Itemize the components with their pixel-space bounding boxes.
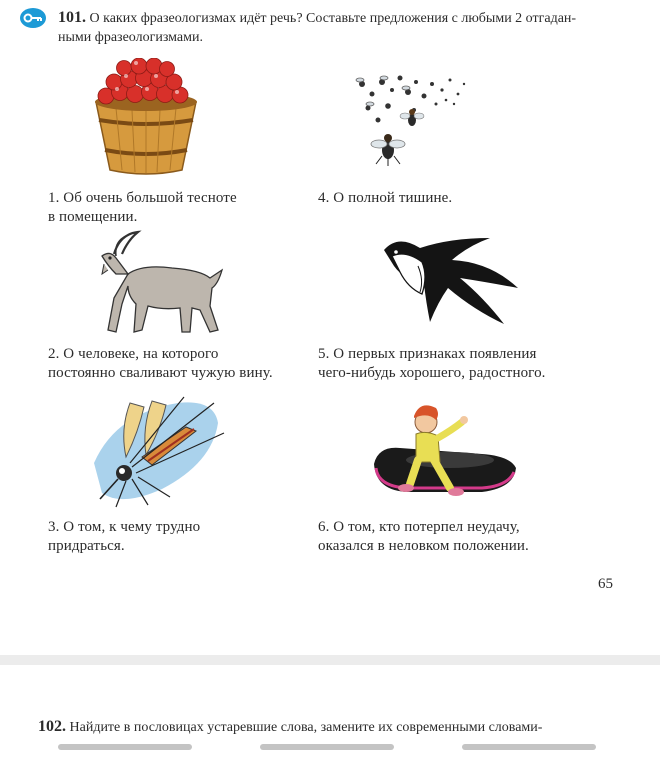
flies-picture bbox=[348, 68, 472, 168]
swallow-picture bbox=[378, 232, 518, 332]
task-header bbox=[58, 8, 638, 47]
task-text-line1: О каких фразеологизмах идёт речь? Составьте предложения с любыми 2 отгадан- bbox=[89, 11, 577, 26]
page-number: 65 bbox=[598, 576, 613, 592]
page-scroll-indicator-1[interactable] bbox=[58, 744, 192, 750]
page-separator bbox=[0, 655, 660, 665]
goat-picture bbox=[92, 230, 228, 338]
next-task-text: Найдите в пословицах устаревшие слова, замените их современными словами- bbox=[69, 720, 543, 735]
mosquito-picture bbox=[86, 393, 226, 509]
task-text-line2: ными фразеологизмами. bbox=[58, 30, 203, 45]
next-task bbox=[38, 718, 542, 736]
key-icon bbox=[20, 8, 46, 28]
next-task-number: 102. bbox=[38, 718, 66, 735]
boy-in-galosh-picture bbox=[370, 398, 518, 504]
task-number: 101. bbox=[58, 9, 86, 26]
caption-3: 3. О том, к чему трудно придраться. bbox=[48, 519, 201, 554]
caption-4: 4. О полной тишине. bbox=[318, 190, 453, 206]
apple-basket-picture bbox=[88, 58, 204, 176]
caption-6: 6. О том, кто потерпел неудачу, оказался в неловком положении. bbox=[318, 519, 529, 554]
page-scroll-indicator-2[interactable] bbox=[260, 744, 394, 750]
caption-5: 5. О первых признаках появления чего-нибудь хорошего, радостного. bbox=[318, 346, 546, 381]
caption-1: 1. Об очень большой тесноте в помещении. bbox=[48, 190, 237, 225]
caption-2: 2. О человеке, на которого постоянно сваливают чужую вину. bbox=[48, 346, 273, 381]
page-scroll-indicator-3[interactable] bbox=[462, 744, 596, 750]
